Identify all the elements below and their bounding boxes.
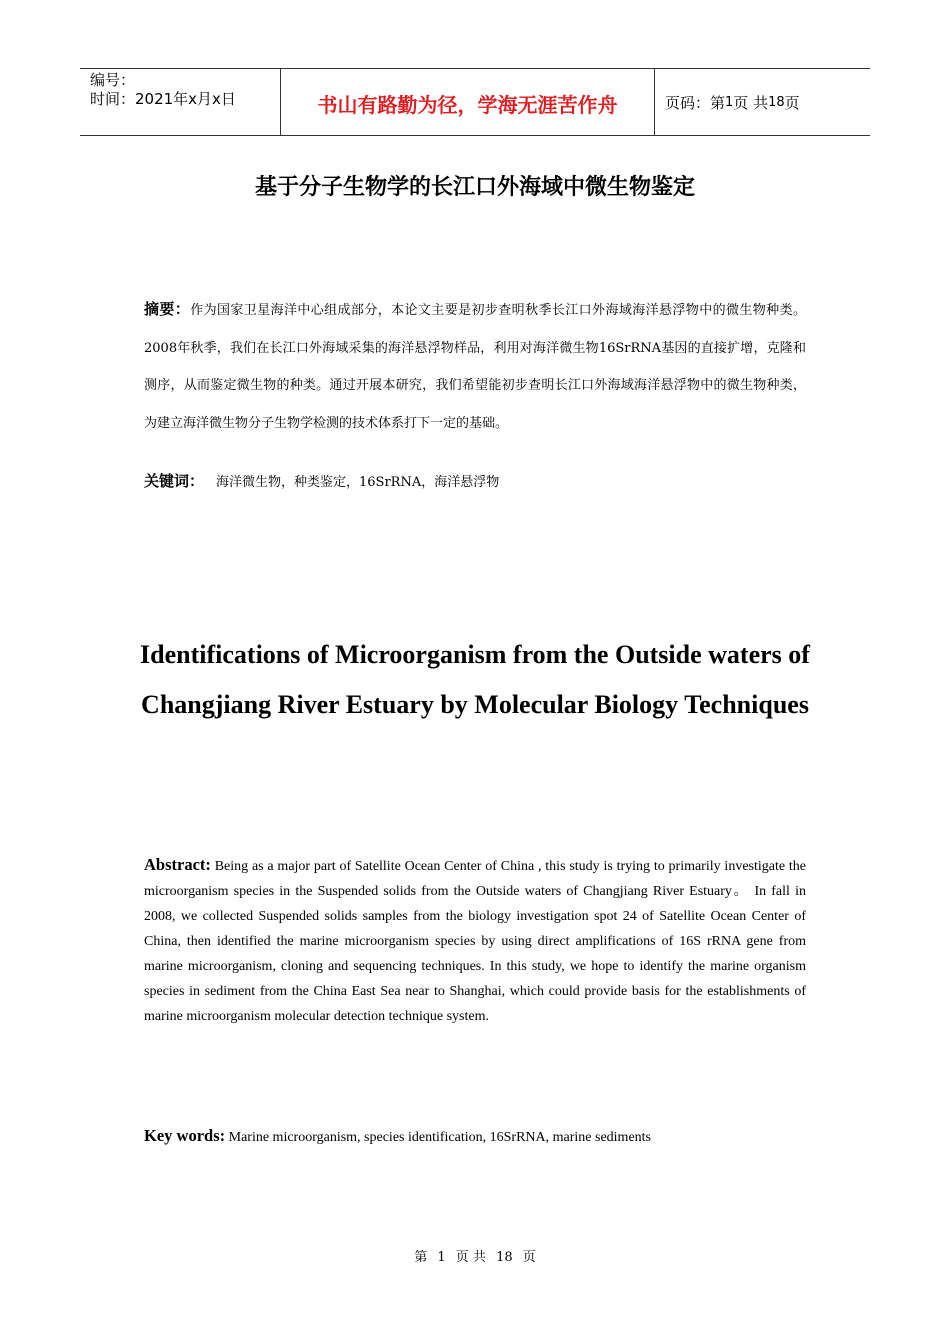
english-title-line1: Identifications of Microorganism from the Outside waters of xyxy=(140,640,810,669)
page-current: 1 xyxy=(725,94,734,110)
chinese-abstract xyxy=(144,291,806,442)
chinese-abstract-text: 作为国家卫星海洋中心组成部分，本论文主要是初步查明秋季长江口外海域海洋悬浮物中的微生物种类。2008年秋季，我们在长江口外海域采集的海洋悬浮物样品，利用对海洋微生物16SrRNA基因的直接扩增，克隆和测序，从而鉴定微生物的种类。通过开展本研究，我们希望能初步查明长江口外海域海洋悬浮物中的微生物种类，为建立海洋微生物分子生物学检测的技术体系打下一定的基础。 xyxy=(144,303,806,431)
english-title-line2: Changjiang River Estuary by Molecular Biology Techniques xyxy=(141,690,809,719)
page-footer xyxy=(0,1246,950,1265)
english-abstract xyxy=(144,852,806,1029)
english-keywords-label: Key words: xyxy=(144,1126,226,1145)
page-suffix: 页 xyxy=(784,93,800,112)
footer-suffix: 页 xyxy=(522,1250,536,1265)
document-number-label: 编号： xyxy=(90,71,136,89)
chinese-keywords-text: 海洋微生物，种类鉴定，16SrRNA，海洋悬浮物 xyxy=(216,475,500,490)
footer-current: 1 xyxy=(437,1250,446,1265)
english-abstract-text: Being as a major part of Satellite Ocean Center of China , this study is trying to primarily investigate the microorganism species in the Suspended solids from the Outside waters of Changjiang River Estuary。 In fall in 2008, we collected Suspended solids samples from the biology investigation spot 24 of Satellite Ocean Center of China, then identified the marine microorganism species by using direct amplifications of 16S rRNA gene from marine microorganism, cloning and sequencing techniques. In this study, we hope to identify the marine organism species in sediment from the China East Sea near to Shanghai, which could provide basis for the establishments of marine microorganism molecular detection technique system. xyxy=(144,859,806,1024)
footer-prefix: 第 xyxy=(414,1250,428,1265)
page-header xyxy=(80,68,870,136)
chinese-title: 基于分子生物学的长江口外海域中微生物鉴定 xyxy=(254,175,695,200)
footer-mid: 页 共 xyxy=(455,1250,486,1265)
page-prefix: 页码：第 xyxy=(665,93,726,112)
chinese-abstract-label: 摘要： xyxy=(144,300,191,318)
motto-text: 书山有路勤为径，学海无涯苦作舟 xyxy=(317,93,618,117)
page-mid: 页 共 xyxy=(733,93,769,112)
english-title xyxy=(0,630,950,730)
page-total: 18 xyxy=(768,94,785,110)
header-page-info xyxy=(655,69,870,135)
footer-total: 18 xyxy=(496,1250,513,1265)
chinese-keywords xyxy=(144,470,806,494)
english-abstract-label: Abstract: xyxy=(144,855,211,874)
chinese-keywords-label: 关键词： xyxy=(144,472,205,490)
header-meta xyxy=(80,69,281,135)
document-time: 时间：2021年x月x日 xyxy=(90,90,236,108)
header-motto xyxy=(281,69,655,135)
english-keywords xyxy=(144,1125,806,1149)
english-keywords-text: Marine microorganism, species identification, 16SrRNA, marine sediments xyxy=(225,1130,651,1145)
